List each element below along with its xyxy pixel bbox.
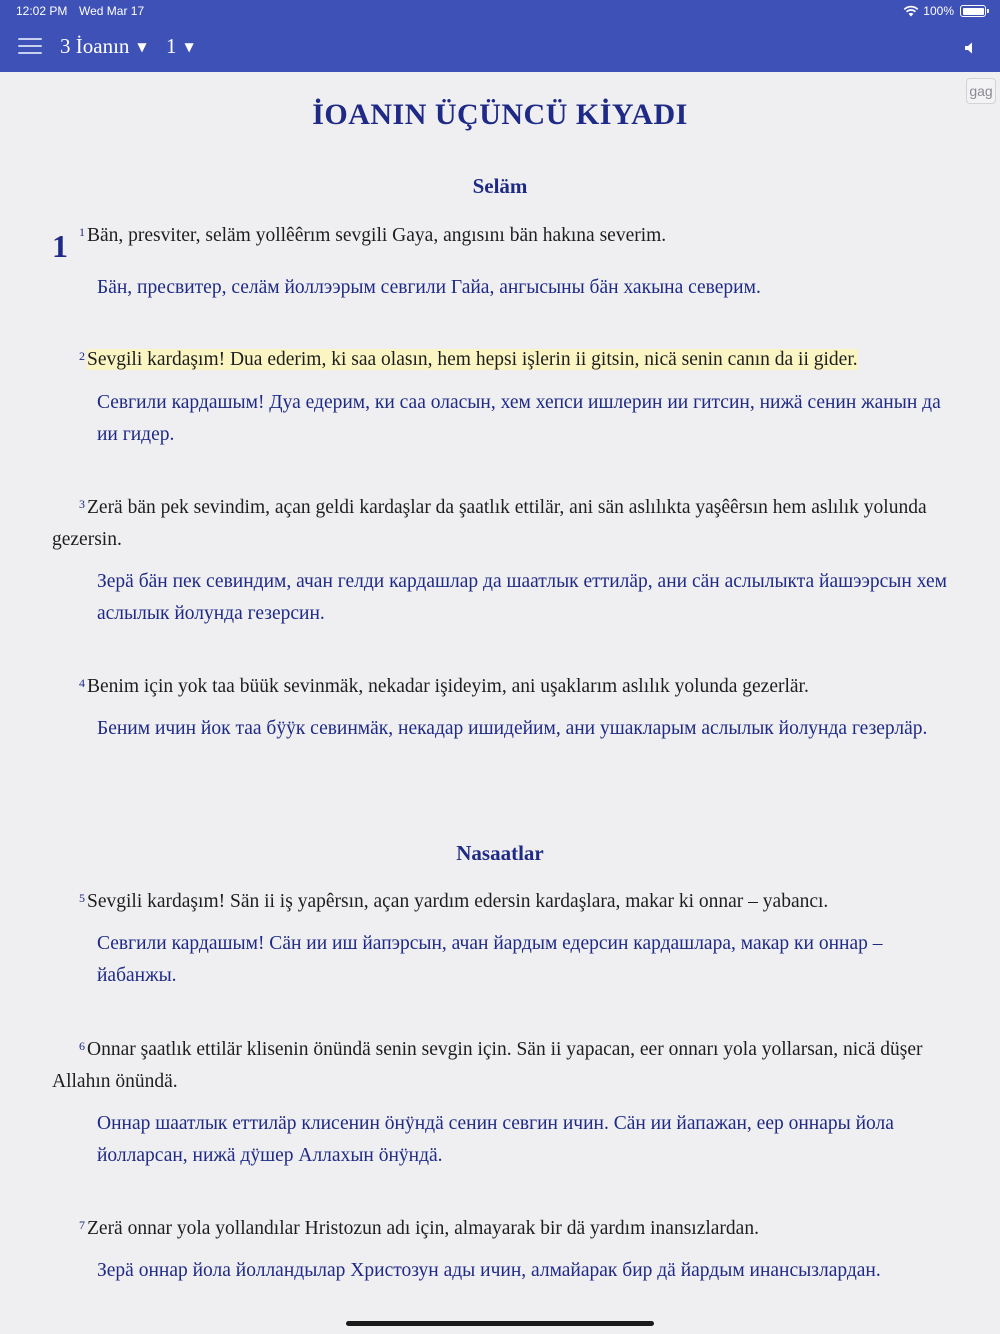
verse[interactable] (79, 886, 959, 918)
dropdown-caret-icon: ▼ (184, 39, 194, 54)
verse-highlighted[interactable] (79, 344, 959, 376)
verse-cyrillic: Севгили кардашым! Дуа едерим, ки саа оласын, хем хепси ишлерин ии гитсин, нижä сенин жанын да ии гидер. (97, 392, 941, 445)
chapter-number: 1 (52, 228, 68, 264)
section-heading: Nasaatlar (456, 841, 544, 865)
verse-number: 3 (79, 497, 85, 511)
verse[interactable] (79, 1213, 959, 1245)
verse-cyrillic: Зерä оннар йола йолландылар Христозун ады ичин, алмайарак бир дä йардым инансызлардан. (97, 1260, 881, 1281)
language-button[interactable]: gag (966, 78, 996, 104)
verse-text: Zerä bän pek sevindim, açan geldi kardaşlar da şaatlık ettilär, ani sän aslılıkta yaşêêrsın hem aslılık yolunda gezersin. (52, 497, 927, 550)
verse[interactable] (52, 492, 952, 556)
verse-text: Benim için yok taa büük sevinmäk, nekadar işideyim, ani uşaklarım aslılık yolunda gezerlär. (87, 676, 809, 697)
status-bar (16, 4, 986, 20)
home-indicator[interactable] (346, 1321, 654, 1326)
verse-number: 2 (79, 349, 85, 363)
status-right (903, 4, 986, 18)
verse[interactable] (52, 1034, 952, 1098)
verse-text: Bän, presviter, seläm yollêêrım sevgili Gaya, angısını bän hakına severim. (87, 225, 667, 246)
chapter-content (0, 72, 1000, 1334)
verse-text: Zerä onnar yola yollandılar Hristozun adı için, almayarak bir dä yardım inansızlardan. (87, 1218, 759, 1239)
book-title: İOANIN ÜÇÜNCÜ KİYADI (312, 98, 688, 131)
book-selector[interactable] (60, 34, 147, 59)
section-heading: Seläm (472, 174, 528, 198)
speaker-icon[interactable] (962, 40, 978, 56)
verse-cyrillic: Севгили кардашым! Сäн ии иш йапэрсын, ачан йардым едерсин кардашлара, макар ки оннар – йабанжы. (97, 933, 883, 986)
status-date: Wed Mar 17 (79, 4, 145, 18)
status-time: 12:02 PM (16, 4, 68, 18)
verse-text: Onnar şaatlık ettilär klisenin önündä senin sevgin için. Sän ii yapacan, eer onnarı yola yollarsan, nicä düşer Allahın önündä. (52, 1039, 923, 1092)
verse-number: 4 (79, 676, 85, 690)
verse[interactable] (79, 220, 959, 252)
top-bar (0, 0, 1000, 72)
verse-cyrillic: Бäн, пресвитер, селäм йоллээрым севгили Гайа, ангысыны бäн хакына северим. (97, 277, 761, 298)
verse-cyrillic: Зерä бäн пек севиндим, ачан гелди кардашлар да шаатлык еттилäр, ани сäн аслылыкта йашээрсын хем аслылык йолунда гезерсин. (97, 571, 947, 624)
book-name: 3 İoanın (60, 34, 130, 58)
verse[interactable] (79, 671, 959, 703)
battery-icon (960, 5, 986, 17)
verse-cyrillic: Беним ичин йок таа бӱӱк севинмäк, некадар ишидейим, ани ушакларым аслылык йолунда гезерлäр. (97, 718, 928, 739)
verse-number: 5 (79, 891, 85, 905)
verse-number: 6 (79, 1039, 85, 1053)
verse-text: Sevgili kardaşım! Sän ii iş yapêrsın, açan yardım edersin kardaşlara, makar ki onnar – yabancı. (87, 891, 829, 912)
chapter-selector[interactable] (166, 34, 194, 59)
nav-bar (0, 32, 1000, 64)
verse-number: 1 (79, 225, 85, 239)
wifi-icon (903, 5, 919, 17)
menu-icon[interactable] (18, 38, 42, 56)
chapter-label: 1 (166, 34, 177, 58)
dropdown-caret-icon: ▼ (137, 39, 147, 54)
battery-percent: 100% (923, 4, 954, 18)
verse-text: Sevgili kardaşım! Dua ederim, ki saa olasın, hem hepsi işlerin ii gitsin, nicä senin canın da ii gider. (87, 349, 858, 370)
verse-number: 7 (79, 1218, 85, 1232)
verse-cyrillic: Оннар шаатлык еттилäр клисенин öнӱндä сенин севгин ичин. Сäн ии йапажан, еер оннары йола йолларсан, нижä дӱшер Аллахын öнӱндä. (97, 1113, 894, 1166)
